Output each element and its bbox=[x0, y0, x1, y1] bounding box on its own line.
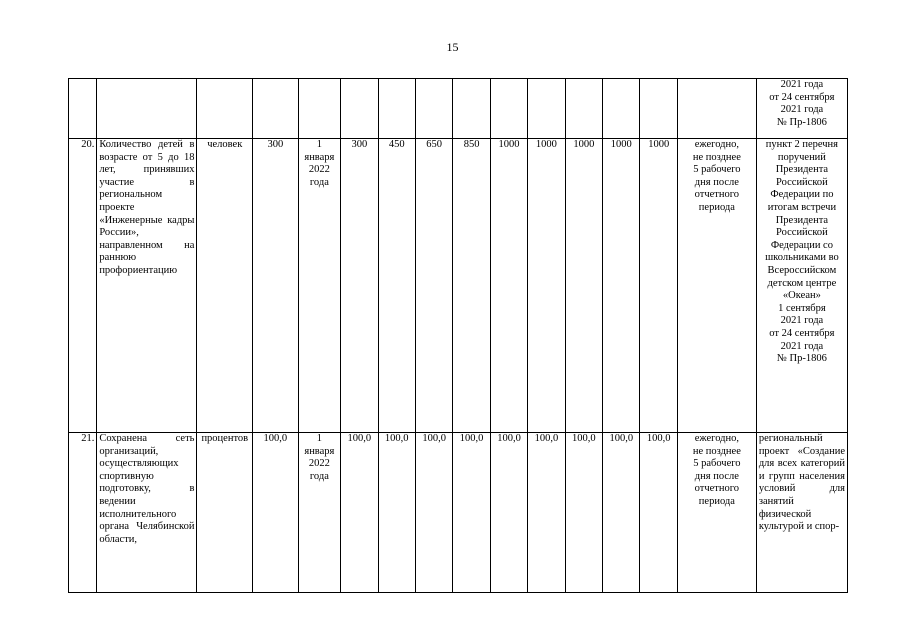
indicators-table bbox=[68, 78, 848, 593]
value-cell: 650 bbox=[415, 139, 452, 433]
base-value-cell bbox=[253, 79, 299, 139]
source-cell: 2021 года от 24 сентября 2021 года № Пр-1806 bbox=[756, 79, 847, 139]
page-number: 15 bbox=[446, 40, 459, 54]
base-value-cell: 100,0 bbox=[253, 433, 299, 593]
value-cell bbox=[528, 79, 565, 139]
value-cell: 100,0 bbox=[603, 433, 640, 593]
value-cell: 100,0 bbox=[378, 433, 415, 593]
value-cell: 1000 bbox=[603, 139, 640, 433]
value-cell: 100,0 bbox=[415, 433, 452, 593]
value-cell bbox=[603, 79, 640, 139]
value-cell: 300 bbox=[341, 139, 378, 433]
indicator-cell bbox=[97, 79, 197, 139]
value-cell bbox=[640, 79, 677, 139]
table-row-21 bbox=[69, 433, 848, 593]
value-cell: 100,0 bbox=[565, 433, 602, 593]
value-cell bbox=[378, 79, 415, 139]
value-cell: 450 bbox=[378, 139, 415, 433]
unit-cell: процентов bbox=[197, 433, 253, 593]
value-cell: 100,0 bbox=[528, 433, 565, 593]
value-cell: 1000 bbox=[528, 139, 565, 433]
base-value-cell: 300 bbox=[253, 139, 299, 433]
table-row-continuation bbox=[69, 79, 848, 139]
value-cell bbox=[565, 79, 602, 139]
source-cell: региональный проект «Создание для всех категорий и групп населения условий для занятий физической культурой и спор- bbox=[756, 433, 847, 593]
indicator-cell: Количество детей в возрасте от 5 до 18 лет, принявших участие в региональном проекте «Инженерные кадры России», направленном на раннюю профориентацию bbox=[97, 139, 197, 433]
number-cell bbox=[69, 79, 97, 139]
value-cell: 1000 bbox=[565, 139, 602, 433]
unit-cell bbox=[197, 79, 253, 139]
value-cell bbox=[415, 79, 452, 139]
row-number: 20. bbox=[69, 139, 97, 433]
value-cell bbox=[490, 79, 527, 139]
value-cell bbox=[341, 79, 378, 139]
base-date-cell: 1 января 2022 года bbox=[298, 139, 340, 433]
value-cell bbox=[453, 79, 490, 139]
base-date-cell: 1 января 2022 года bbox=[298, 433, 340, 593]
value-cell: 100,0 bbox=[341, 433, 378, 593]
row-number: 21. bbox=[69, 433, 97, 593]
value-cell: 850 bbox=[453, 139, 490, 433]
periodicity-cell: ежегодно, не позднее 5 рабочего дня после отчетного периода bbox=[677, 433, 756, 593]
value-cell: 1000 bbox=[490, 139, 527, 433]
value-cell: 100,0 bbox=[640, 433, 677, 593]
value-cell: 100,0 bbox=[453, 433, 490, 593]
value-cell: 100,0 bbox=[490, 433, 527, 593]
table-row-20 bbox=[69, 139, 848, 433]
indicator-cell: Сохранена сеть организаций, осуществляющих спортивную подготовку, в ведении исполнительного органа Челябинской области, bbox=[97, 433, 197, 593]
value-cell: 1000 bbox=[640, 139, 677, 433]
periodicity-cell: ежегодно, не позднее 5 рабочего дня после отчетного периода bbox=[677, 139, 756, 433]
periodicity-cell bbox=[677, 79, 756, 139]
unit-cell: человек bbox=[197, 139, 253, 433]
base-date-cell bbox=[298, 79, 340, 139]
source-cell: пункт 2 перечня поручений Президента Российской Федерации по итогам встречи Президента Российской Федерации со школьниками во Всероссийском детском центре «Океан» 1 сентября 2021 года от 24 сентября 2021 года № Пр-1806 bbox=[756, 139, 847, 433]
